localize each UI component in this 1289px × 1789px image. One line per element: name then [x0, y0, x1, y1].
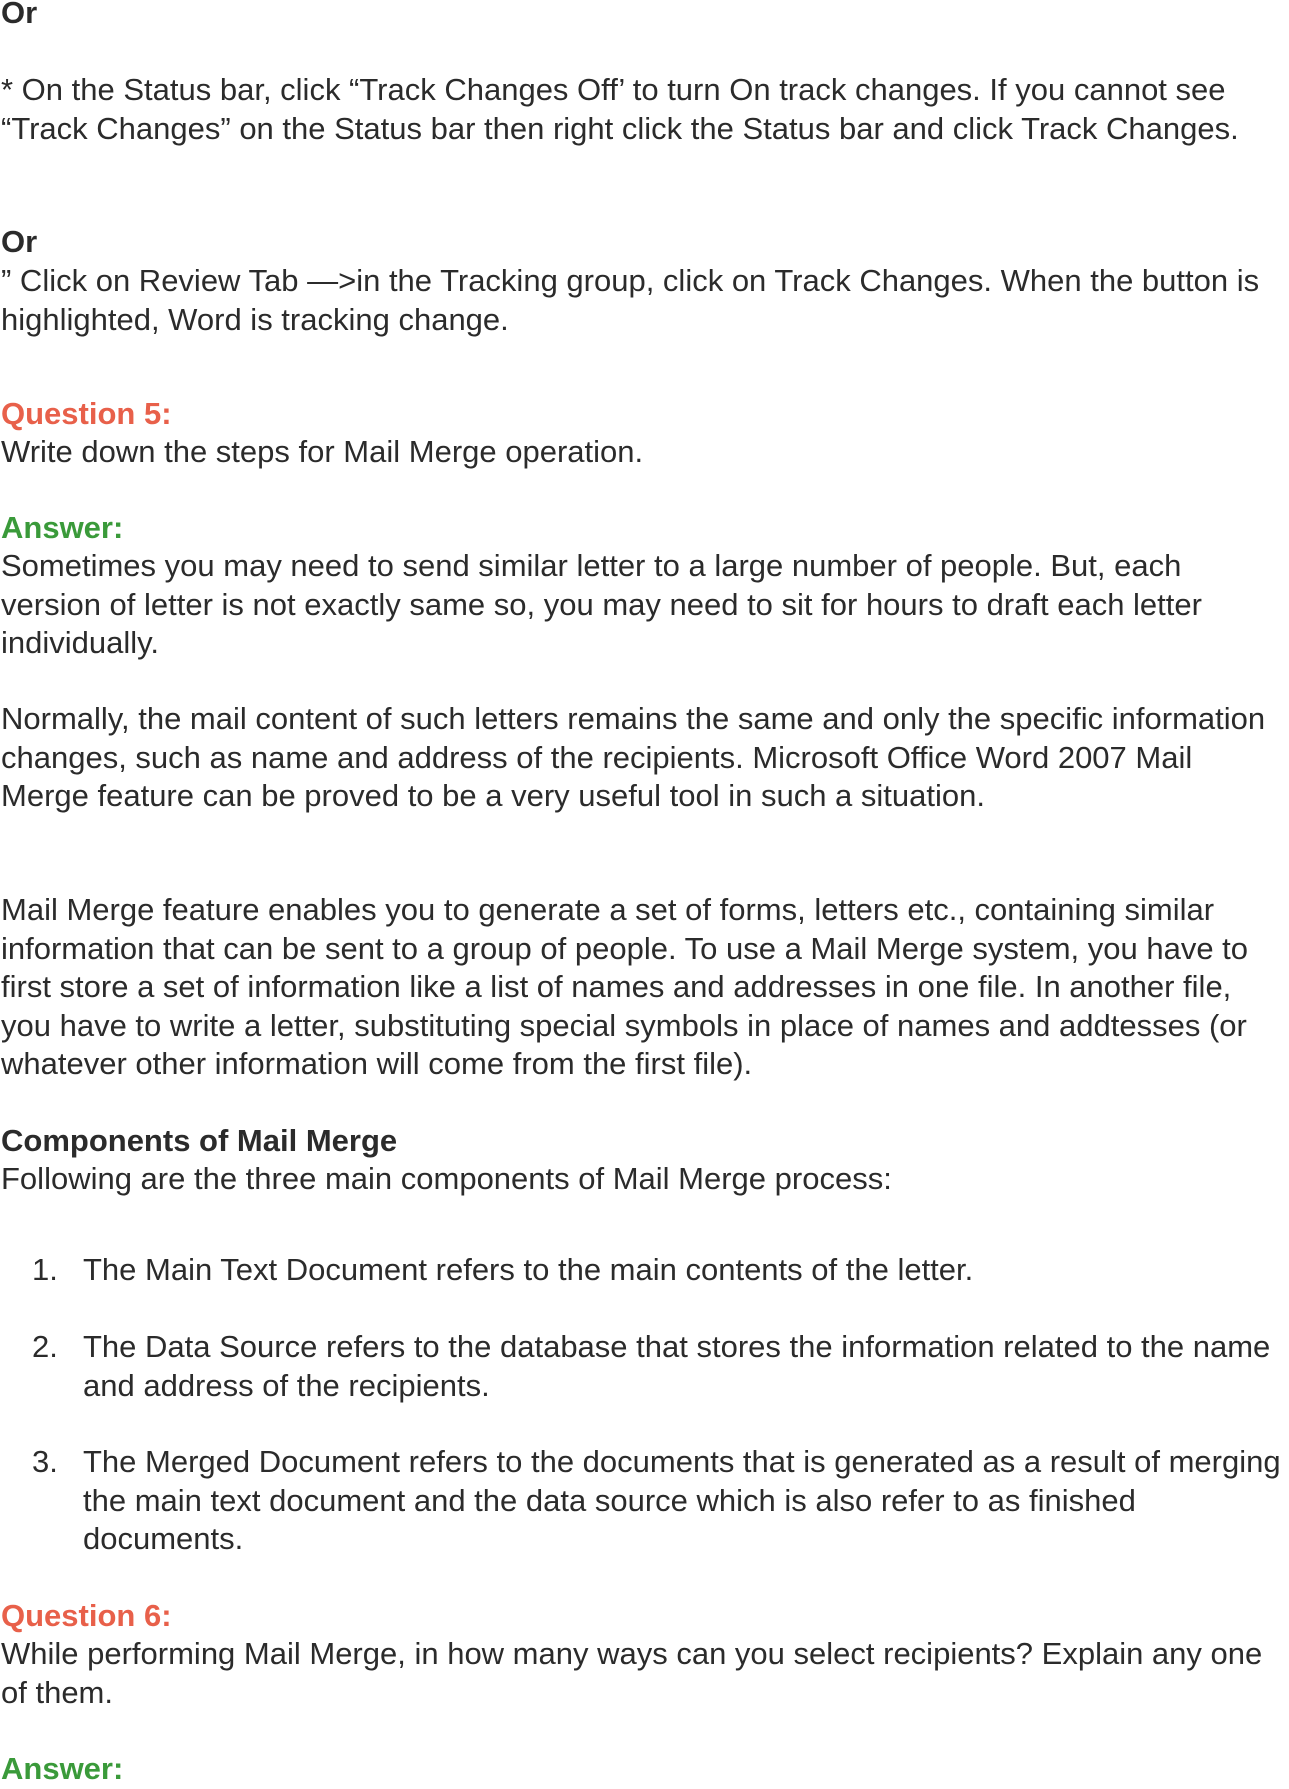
paragraph-status-bar: * On the Status bar, click “Track Changes Off’ to turn On track changes. If you cannot see “Track Changes” on the Status bar then right click the Status bar and click Track Changes. [1, 72, 1239, 146]
answer-paragraph: Sometimes you may need to send similar letter to a large number of people. But, each version of letter is not exactly same so, you may need to sit for hours to draft each letter individually. [1, 548, 1202, 660]
components-heading: Components of Mail Merge [1, 1123, 398, 1158]
list-number: 2. [32, 1329, 58, 1364]
question-6-text: While performing Mail Merge, in how many ways can you select recipients? Explain any one of them. [1, 1636, 1263, 1710]
list-text: The Merged Document refers to the documents that is generated as a result of merging the main text document and the data source which is also refer to as finished documents. [83, 1444, 1281, 1556]
list-text: The Main Text Document refers to the main contents of the letter. [83, 1252, 974, 1287]
list-number: 1. [32, 1252, 58, 1287]
components-intro: Following are the three main components of Mail Merge process: [1, 1161, 892, 1196]
answer-paragraph: Mail Merge feature enables you to generate a set of forms, letters etc., containing similar information that can be sent to a group of people. To use a Mail Merge system, you have to first store a set of information like a list of names and addresses in one file. In another file, you have to write a letter, substituting special symbols in place of names and addtesses (or whatever other information will come from the first file). [1, 892, 1249, 1081]
question-6-label: Question 6: [1, 1598, 172, 1633]
or-label: Or [1, 224, 38, 259]
question-5-label: Question 5: [1, 396, 172, 431]
list-text: The Data Source refers to the database that stores the information related to the name and address of the recipients. [83, 1329, 1271, 1403]
answer-paragraph: Normally, the mail content of such letters remains the same and only the specific information changes, such as name and address of the recipients. Microsoft Office Word 2007 Mail Merge feature can be proved to be a very useful tool in such a situation. [1, 701, 1266, 813]
or-label: Or [1, 0, 38, 30]
answer-5-label: Answer: [1, 510, 124, 545]
answer-6-label: Answer: [1, 1751, 124, 1786]
paragraph-review-tab: ” Click on Review Tab —>in the Tracking group, click on Track Changes. When the button is highlighted, Word is tracking change. [1, 263, 1260, 337]
question-5-text: Write down the steps for Mail Merge operation. [1, 434, 644, 469]
list-number: 3. [32, 1444, 58, 1479]
